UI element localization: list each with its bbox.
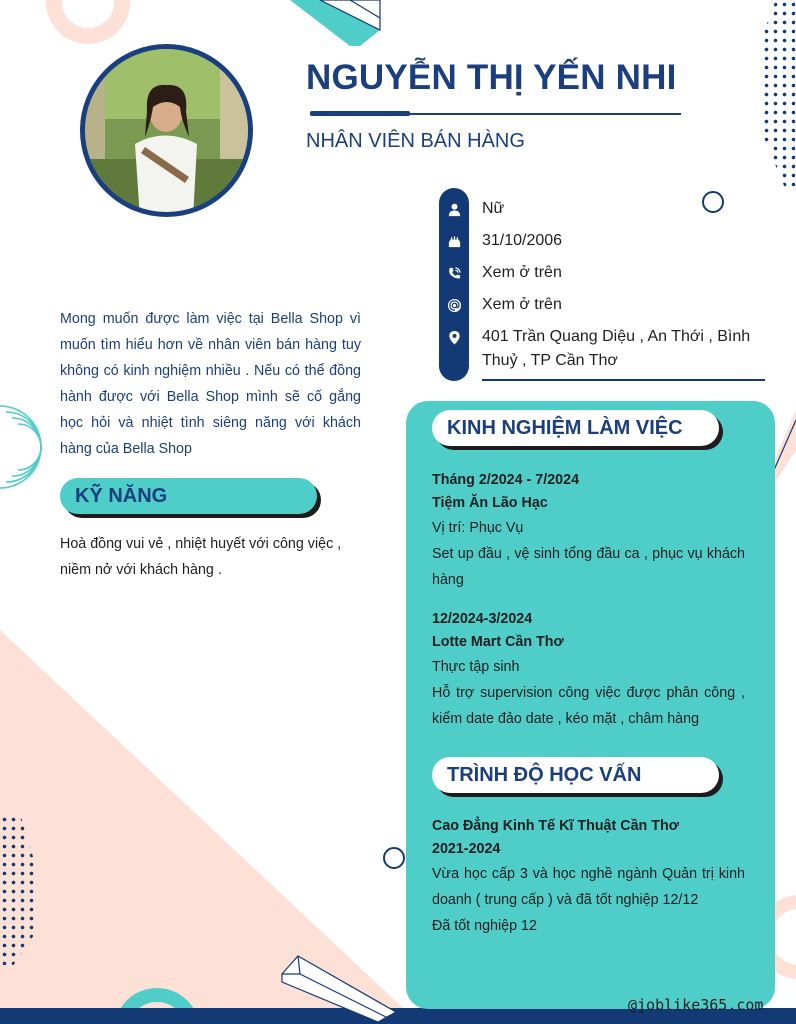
skills-heading-label: KỸ NĂNG bbox=[75, 484, 168, 507]
contact-divider bbox=[482, 379, 765, 381]
education-school: Cao Đẳng Kinh Tế Kĩ Thuật Cần Thơ bbox=[432, 818, 679, 834]
contact-phone: Xem ở trên bbox=[482, 264, 562, 281]
decorative-circle bbox=[383, 847, 405, 869]
contact-birthday: 31/10/2006 bbox=[482, 232, 563, 249]
experience-company: Tiệm Ăn Lão Hạc bbox=[432, 495, 548, 511]
experience-company: Lotte Mart Cần Thơ bbox=[432, 634, 564, 650]
decorative-prism-top bbox=[290, 0, 385, 48]
contact-gender: Nữ bbox=[482, 200, 505, 217]
experience-heading-label: KINH NGHIỆM LÀM VIỆC bbox=[447, 416, 683, 439]
experience-role: Vị trí: Phục Vụ bbox=[432, 520, 524, 536]
job-title: NHÂN VIÊN BÁN HÀNG bbox=[306, 130, 525, 152]
experience-period: Tháng 2/2024 - 7/2024 bbox=[432, 472, 580, 488]
decorative-dots-right bbox=[762, 0, 796, 190]
name-divider-accent bbox=[310, 111, 410, 116]
footer-handle: @joblike365.com bbox=[628, 996, 764, 1014]
education-heading bbox=[432, 757, 719, 793]
education-note: Đã tốt nghiệp 12 bbox=[432, 918, 537, 934]
education-entry bbox=[432, 815, 745, 939]
candidate-name: NGUYỄN THỊ YẾN NHI bbox=[306, 58, 677, 97]
decorative-arcs-left bbox=[0, 402, 50, 492]
cake-icon bbox=[439, 231, 469, 251]
education-heading-label: TRÌNH ĐỘ HỌC VẤN bbox=[447, 763, 642, 786]
skills-heading bbox=[60, 478, 317, 514]
contact-email: Xem ở trên bbox=[482, 296, 562, 313]
decorative-prism-bottom bbox=[278, 952, 398, 1022]
experience-description: Hỗ trợ supervision công việc được phân công , kiểm date đảo date , kéo mặt , châm hàng bbox=[432, 685, 745, 727]
location-pin-icon bbox=[439, 327, 469, 347]
experience-heading bbox=[432, 410, 719, 446]
experience-entry bbox=[432, 608, 745, 732]
education-period: 2021-2024 bbox=[432, 841, 501, 857]
experience-description: Set up đầu , vệ sinh tổng đầu ca , phục vụ khách hàng bbox=[432, 546, 745, 588]
experience-period: 12/2024-3/2024 bbox=[432, 611, 533, 627]
phone-icon bbox=[439, 263, 469, 283]
experience-entry bbox=[432, 469, 745, 593]
decorative-circle bbox=[702, 191, 724, 213]
career-objective: Mong muốn được làm việc tại Bella Shop vì muốn tìm hiểu hơn về nhân viên bán hàng tuy không có kinh nghiệm nhiều . Nếu có thể đồng hành được với Bella Shop mình sẽ cố gắng học hỏi và nhiệt tình siêng năng với khách hàng của Bella Shop bbox=[60, 311, 361, 457]
at-icon bbox=[439, 295, 469, 315]
profile-photo bbox=[85, 49, 248, 212]
contact-address-line1: 401 Trần Quang Diệu , An Thới , Bình bbox=[482, 328, 751, 345]
avatar bbox=[80, 44, 253, 217]
decorative-ring-top bbox=[46, 0, 130, 44]
skills-text: Hoà đồng vui vẻ , nhiệt huyết với công việc , niềm nở với khách hàng . bbox=[60, 536, 342, 578]
person-icon bbox=[439, 199, 469, 219]
contact-address-line2: Thuỷ , TP Cần Thơ bbox=[482, 352, 618, 369]
experience-role: Thực tập sinh bbox=[432, 659, 520, 675]
education-description: Vừa học cấp 3 và học nghề ngành Quản trị kinh doanh ( trung cấp ) và đã tốt nghiệp 12/12 bbox=[432, 866, 745, 908]
